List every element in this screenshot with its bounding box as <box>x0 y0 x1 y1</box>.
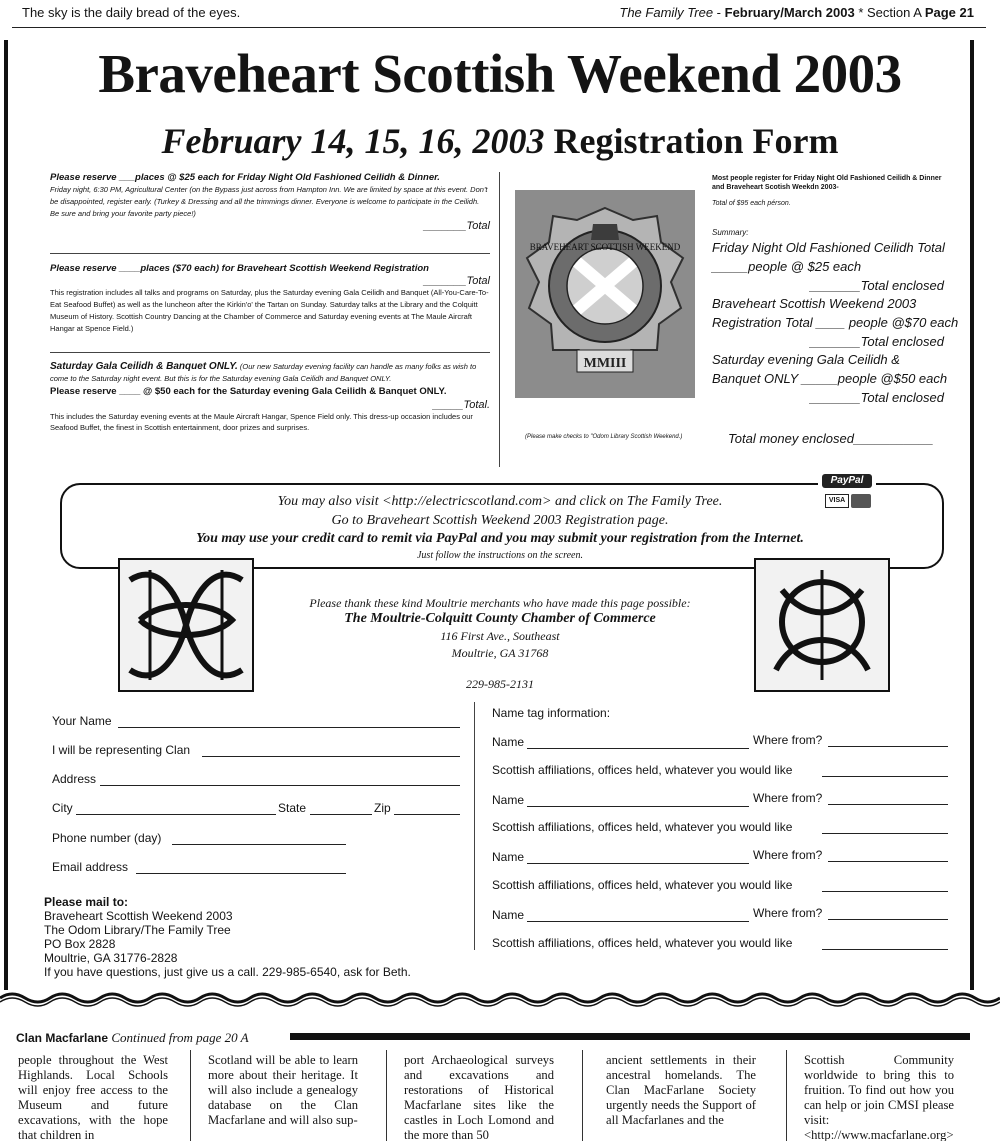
header-rule <box>12 27 986 28</box>
phone-field[interactable] <box>172 844 346 845</box>
friday-block <box>50 172 490 232</box>
friday-body: Friday night, 6:30 PM, Agricultural Center (on the Bypass just across from Hampton Inn. We are limited by space at this event. Don't be disappointed, register early. (Turkey & Dressing and all the trimmings dinner. Everyone is welcome to participate in the Ceilidh. Be sure and bring your favorite party piece!) <box>50 185 488 218</box>
tag1-name-label: Name <box>492 735 525 749</box>
clan-field[interactable] <box>202 756 460 757</box>
clan-column-4: ancient settlements in their ancestral homelands. The Clan MacFarlane Society urgently needs the Support of all Macfarlanes and the <box>606 1053 756 1127</box>
mail-to-block <box>44 895 411 979</box>
clan-column-2: Scotland will be able to learn more about their heritage. It will also include a genealogy database on the Clan Macfarlane and will also sup- <box>208 1053 358 1127</box>
tag4-where-field[interactable] <box>828 919 948 920</box>
clan-continued: Continued from page 20 A <box>111 1030 249 1045</box>
email-field[interactable] <box>136 873 346 874</box>
email-label: Email address <box>52 860 129 874</box>
checks-note: (Please make checks to "Odom Library Scottish Weekend.) <box>525 434 683 440</box>
mastercard-icon <box>851 494 871 508</box>
column-separator <box>582 1050 583 1141</box>
tag2-where-field[interactable] <box>828 804 948 805</box>
column-separator <box>190 1050 191 1141</box>
form-divider <box>474 702 475 950</box>
zip-label: Zip <box>374 801 391 815</box>
friday-heading: Please reserve ___places @ $25 each for Friday Night Old Fashioned Ceilidh & Dinner. <box>50 172 440 183</box>
clan-column-3: port Archaeological surveys and excavations and restorations of Historical Macfarlane sites like the castles in Loch Lomond and the more than 50 <box>404 1053 554 1141</box>
summary-gala-enclosed: _______Total enclosed <box>810 390 944 405</box>
block-divider-1 <box>50 253 490 254</box>
wavy-divider <box>0 988 1000 1008</box>
mail-line-4: Moultrie, GA 31776-2828 <box>44 951 178 965</box>
summary-weekend-title: Braveheart Scottish Weekend 2003 <box>712 296 917 311</box>
braveheart-emblem <box>515 190 695 398</box>
merchant-address-1: 116 First Ave., Southeast <box>440 629 560 643</box>
visa-icon: VISA <box>825 494 849 508</box>
block-divider-2 <box>50 352 490 353</box>
summary-total-money: Total money enclosed___________ <box>728 431 934 446</box>
summary-heading-total: Total of $95 each pérson. <box>712 200 791 207</box>
tag4-where-label: Where from? <box>753 906 823 920</box>
tag1-affil-field[interactable] <box>822 776 948 777</box>
tag4-name-label: Name <box>492 908 525 922</box>
tag2-name-field[interactable] <box>527 806 749 807</box>
column-separator <box>386 1050 387 1141</box>
gala-reserve: Please reserve ____ @ $50 each for the Saturday evening Gala Ceilidh & Banquet ONLY. <box>50 386 447 397</box>
address-field[interactable] <box>100 785 460 786</box>
tag2-name-label: Name <box>492 793 525 807</box>
weekend-body: This registration includes all talks and programs on Saturday, plus the Saturday evening Gala Ceilidh and Banquet (All-You-Care-To-Eat Seafood Buffet) as well as the luncheon after the Kirkin'o' the Tartan on Sunday. Saturday talks at the Library and the Colquitt Museum of History. Scottish Country Dancing at the Chamber of Commerce and Saturday evening events at The Maule Aircraft Hangar at Spence Field.) <box>50 288 489 333</box>
tag1-where-label: Where from? <box>753 733 823 747</box>
merchant-thanks: Please thank these kind Moultrie merchants who have made this page possible: <box>309 596 691 610</box>
city-label: City <box>52 801 73 815</box>
tag4-name-field[interactable] <box>527 921 749 922</box>
summary-friday-people: _____people @ $25 each <box>712 259 862 274</box>
summary-friday-total: Friday Night Old Fashioned Ceilidh Total <box>712 240 945 255</box>
tag3-where-field[interactable] <box>828 861 948 862</box>
tag3-affil-label: Scottish affiliations, offices held, whatever you would like <box>492 878 793 892</box>
merchant-phone: 229-985-2131 <box>466 677 534 691</box>
banner-visit: You may also visit <http://electricscotland.com> and click on The Family Tree. <box>277 494 723 509</box>
emblem-year: MMIII <box>583 356 627 371</box>
clan-heading-bar <box>290 1033 970 1040</box>
gala-heading: Saturday Gala Ceilidh & Banquet ONLY. <box>50 361 238 372</box>
gala-block <box>50 361 490 433</box>
emblem-ring-text: BRAVEHEART SCOTTISH WEEKEND <box>529 242 681 252</box>
mail-questions: If you have questions, just give us a call. 229-985-6540, ask for Beth. <box>44 965 411 979</box>
summary-gala-title: Saturday evening Gala Ceilidh & <box>712 352 900 367</box>
tag1-name-field[interactable] <box>527 748 749 749</box>
subtitle-form: Registration Form <box>553 121 839 161</box>
city-field[interactable] <box>76 814 276 815</box>
mail-heading: Please mail to: <box>44 895 129 909</box>
banner-paypal-line: You may use your credit card to remit via PayPal and you may submit your registration from the Internet. <box>196 531 804 546</box>
header-publication: The Family Tree <box>619 5 714 20</box>
tag1-where-field[interactable] <box>828 746 948 747</box>
your-name-label: Your Name <box>52 714 112 728</box>
header-pub-info: The Family Tree - February/March 2003 * Section A Page 21 <box>619 5 974 20</box>
tag2-where-label: Where from? <box>753 791 823 805</box>
your-name-field[interactable] <box>118 727 460 728</box>
page-subtitle <box>0 120 1000 162</box>
merchant-name: The Moultrie-Colquitt County Chamber of Commerce <box>344 611 656 626</box>
clan-heading <box>16 1030 249 1046</box>
tag4-affil-field[interactable] <box>822 949 948 950</box>
tag4-affil-label: Scottish affiliations, offices held, whatever you would like <box>492 936 793 950</box>
state-field[interactable] <box>310 814 372 815</box>
column-separator <box>786 1050 787 1141</box>
clan-label: I will be representing Clan <box>52 743 191 757</box>
nametag-label: Name tag information: <box>492 706 611 720</box>
paypal-logo <box>818 474 876 514</box>
banner-instructions: Just follow the instructions on the screen. <box>416 550 583 561</box>
tag3-name-label: Name <box>492 850 525 864</box>
friday-total: _______Total <box>423 220 490 232</box>
summary-weekend-people: Registration Total ____ people @$70 each <box>712 315 959 330</box>
tag2-affil-field[interactable] <box>822 833 948 834</box>
summary-gala-people: Banquet ONLY _____people @$50 each <box>712 371 948 386</box>
header-motto: The sky is the daily bread of the eyes. <box>22 5 241 20</box>
gala-body-wrap <box>50 361 490 385</box>
mail-line-1: Braveheart Scottish Weekend 2003 <box>44 909 233 923</box>
summary-weekend-enclosed: _______Total enclosed <box>810 334 944 349</box>
merchant-address-2: Moultrie, GA 31768 <box>451 646 549 660</box>
summary-label: Summary: <box>712 228 749 237</box>
banner-goto: Go to Braveheart Scottish Weekend 2003 Registration page. <box>331 513 669 528</box>
column-divider <box>499 172 500 467</box>
tag3-where-label: Where from? <box>753 848 823 862</box>
header-date: February/March 2003 <box>724 5 855 20</box>
page-title: Braveheart Scottish Weekend 2003 <box>98 43 902 104</box>
mail-line-2: The Odom Library/The Family Tree <box>44 923 231 937</box>
phone-label: Phone number (day) <box>52 831 162 845</box>
tag1-affil-label: Scottish affiliations, offices held, whatever you would like <box>492 763 793 777</box>
clan-column-5: Scottish Community worldwide to bring this to fruition. To find out how you can help or join CMSI please visit: <http://www.macfarlane.org> <box>804 1053 954 1141</box>
gala-foot: This includes the Saturday evening events at the Maule Aircraft Hangar, Spence Field only. This dress-up occasion includes our Seafood Buffet, the finest in Scottish entertainment, door prizes and surprises. <box>50 412 473 432</box>
tag3-name-field[interactable] <box>527 863 749 864</box>
weekend-heading: Please reserve ____places ($70 each) for Braveheart Scottish Weekend Registration <box>50 263 429 274</box>
gala-total: _____Total. <box>432 399 490 411</box>
header-page: Page 21 <box>924 5 974 20</box>
paypal-word: PayPal <box>822 474 872 488</box>
tag3-affil-field[interactable] <box>822 891 948 892</box>
thistle-badge-icon <box>515 190 695 398</box>
summary-heading: Most people register for Friday Night Old Fashioned Ceilidh & Dinner and Braveheart Scotish Weekdn 2003- <box>712 175 942 191</box>
zip-field[interactable] <box>394 814 460 815</box>
tag2-affil-label: Scottish affiliations, offices held, whatever you would like <box>492 820 793 834</box>
state-label: State <box>278 801 307 815</box>
clan-title: Clan Macfarlane <box>16 1031 109 1045</box>
summary-friday-enclosed: _______Total enclosed <box>810 278 944 293</box>
weekend-total: _______Total <box>423 275 490 287</box>
clan-column-1: people throughout the West Highlands. Local Schools will enjoy free access to the Museum and future excavations, with the hope that children in <box>18 1053 168 1141</box>
gala-body: (Our new Saturday evening facility can handle as many folks as wish to come to the Saturday night event. But this is for the Saturday evening Gala Ceilidh and Banquet ONLY. <box>50 362 477 383</box>
mail-line-3: PO Box 2828 <box>44 937 116 951</box>
address-label: Address <box>52 772 97 786</box>
subtitle-dates: February 14, 15, 16, 2003 <box>161 121 545 161</box>
header-section: * Section A <box>858 5 922 20</box>
weekend-block <box>50 262 490 335</box>
